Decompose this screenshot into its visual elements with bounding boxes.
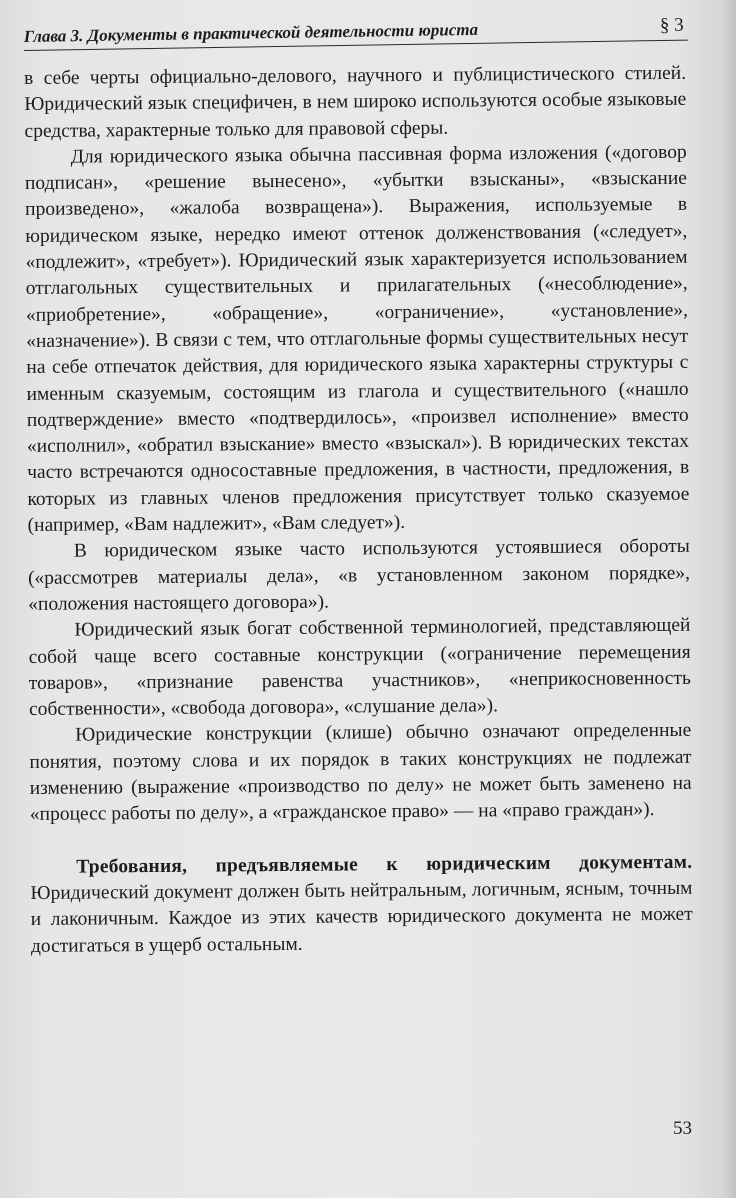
section-heading: Требования, предъявляемые к юридическим документам. — [76, 851, 693, 878]
section-number: § 3 — [659, 14, 684, 37]
paragraph: Юридический язык богат собственной терминологией, представляющей собой чаще всего составные конструкции («ограничение перемещения товаров», «признание равенства участников», «неприкосновенность собственности», «свобода договора», «слушание дела»). — [28, 615, 691, 721]
paragraph: В юридическом языке часто используются устоявшиеся обороты («рассмотрев материалы дела», «в установленном законом порядке», «положения настоящего договора»). — [27, 536, 691, 615]
paragraph: Для юридического языка обычна пассивная форма изложения («договор подписан», «решение вынесено», «убытки взысканы», «взыскание произведено», «жалоба возвращена»). Выражения, используемые в юридическом языке, нередко имеют оттенок долженствования («следует», «подлежит», «требует»). Юридический язык характеризуется использованием отглагольных существительных и прилагательных («несоблюдение», «приобретение», «обращение», «ограничение», «установление», «назначение»). В связи с тем, что отглагольные формы существительных несут на себе отпечаток действия, для юридического языка характерны структуры с именным сказуемым, состоящим из глагола и существительного («нашло подтверждение» вместо «подтвердилось», «произвел исполнение» вместо «исполнил», «обратил взыскание» вместо «взыскал»). В юридических текстах часто встречаются односоставные предложения, в частности, предложения, в которых из главных членов предложения присутствует только сказуемое (например, «Вам надлежит», «Вам следует»). — [24, 141, 690, 537]
section-text: Юридический документ должен быть нейтральным, логичным, ясным, точным и лаконичным. Каждое из этих качеств юридического документа не может достигаться в ущерб остальным. — [30, 877, 693, 957]
running-header — [24, 10, 688, 51]
main-text — [24, 61, 693, 960]
chapter-title: Глава 3. Документы в практической деятельности юриста — [23, 19, 479, 47]
paragraph: Юридические конструкции (клише) обычно означают определенные понятия, поэтому слова и их порядок в таких конструкциях не подлежат изменению (выражение «производство по делу» не может быть заменено на «процесс работы по делу», а «гражданское право» — на «право граждан»). — [29, 720, 692, 826]
scan-shadow — [722, 0, 736, 1198]
section-paragraph — [30, 849, 693, 959]
page-number: 53 — [673, 1118, 692, 1139]
paragraph-continued: в себе черты официально-делового, научного и публицистического стилей. Юридический язык специфичен, в нем широко используются особые языковые средства, характерные только для правовой сферы. — [24, 62, 687, 142]
